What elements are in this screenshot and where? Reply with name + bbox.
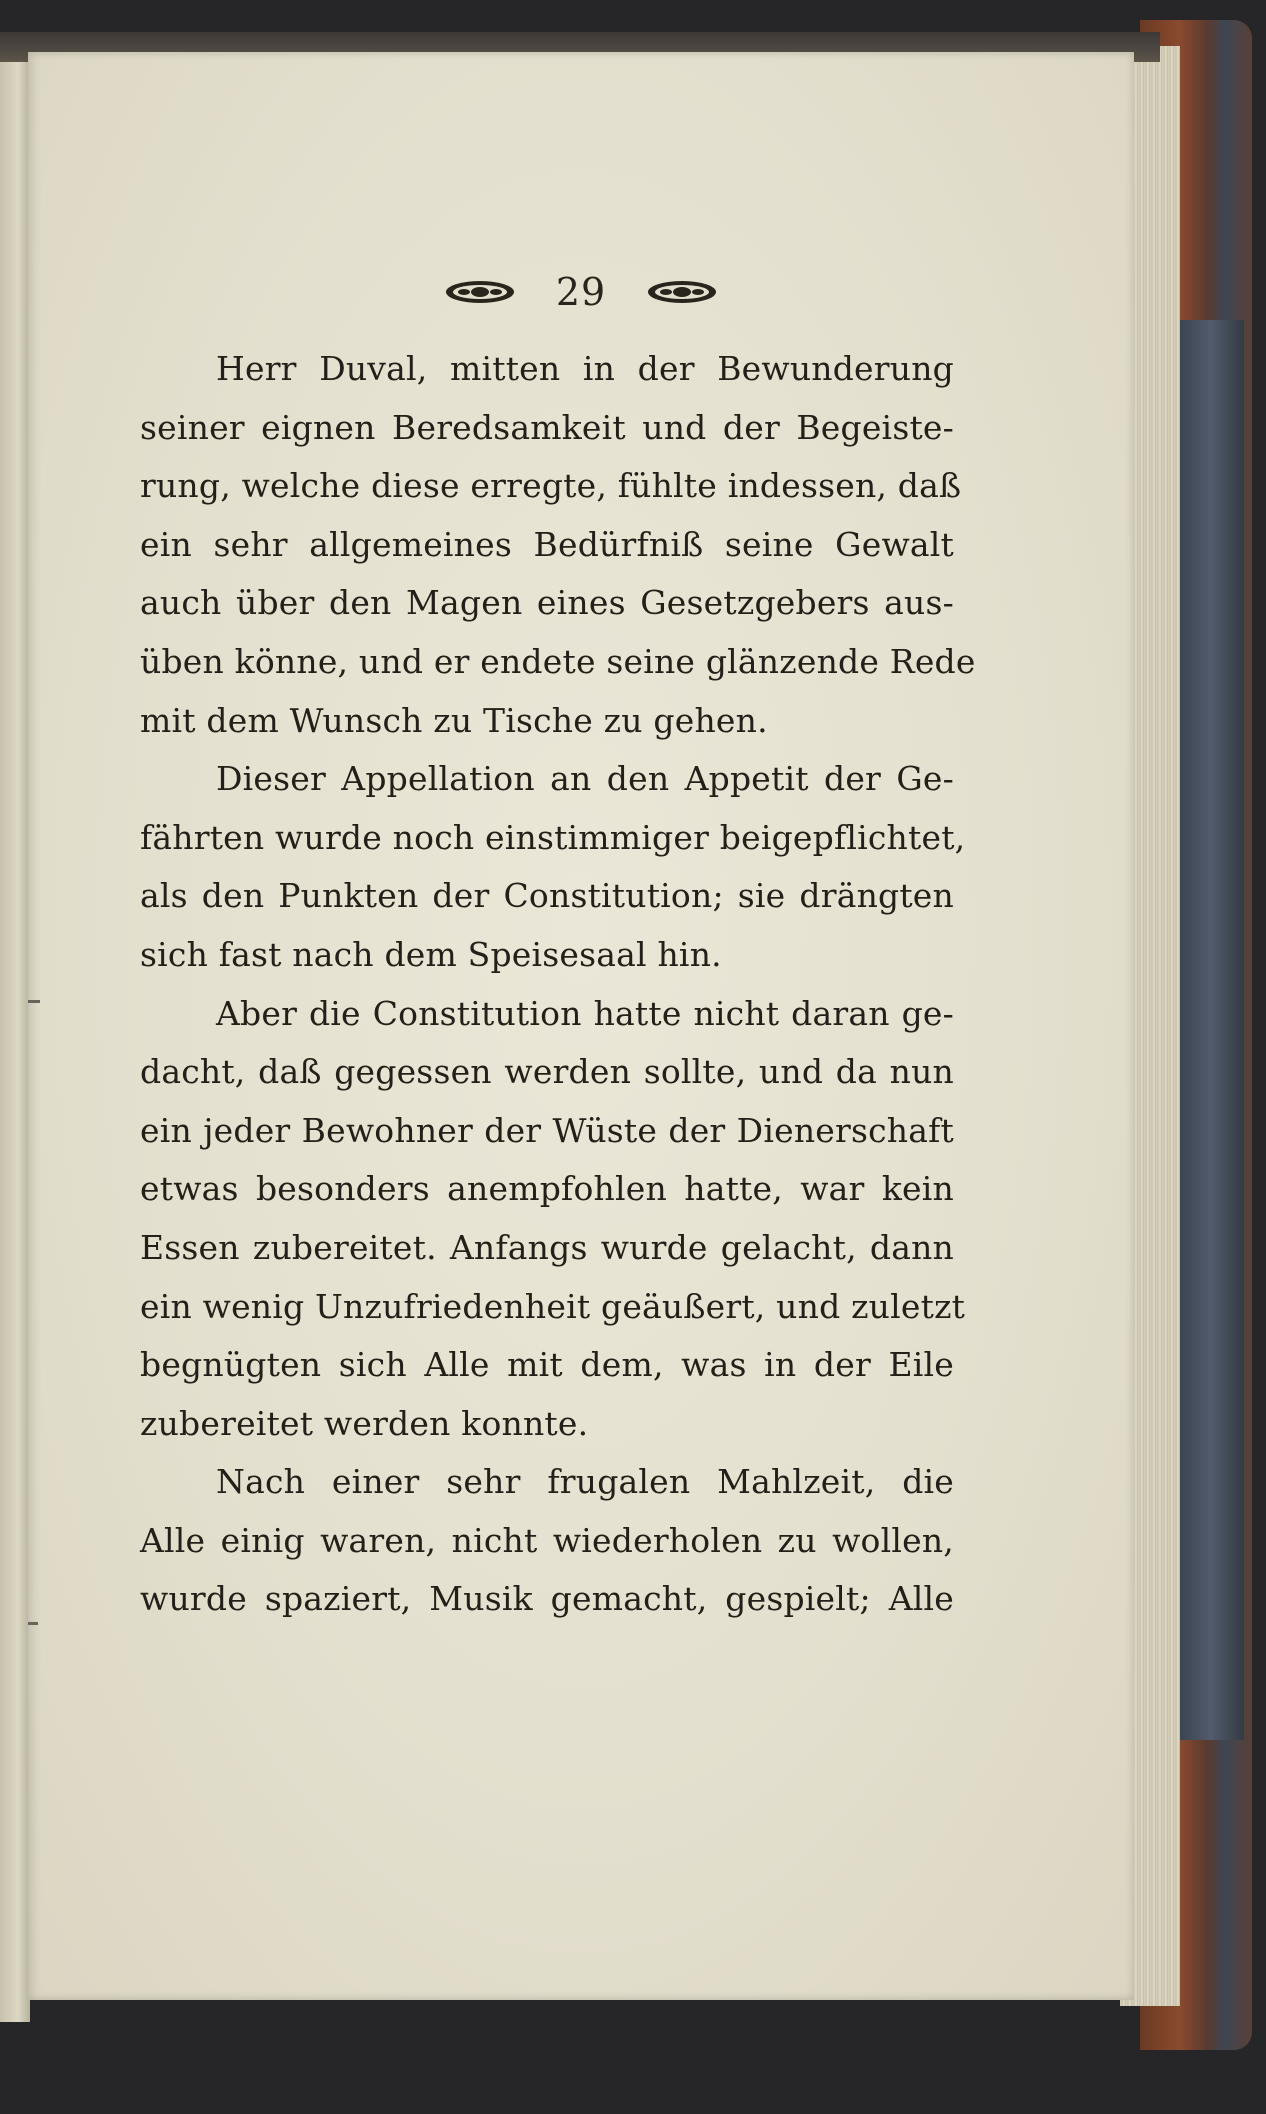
text-line: wurde spaziert, Musik gemacht, gespielt; Alle [140,1579,954,1619]
page-number: 29 [555,270,607,314]
margin-mark [28,1000,40,1003]
text-line: Essen zubereitet. Anfangs wurde gelacht, dann [140,1227,954,1267]
paragraph-2 [140,750,966,984]
text-line: zubereitet werden konnte. [140,1403,589,1443]
text-line: üben könne, und er endete seine glänzende Rede [140,641,976,681]
text-line: Nach einer sehr frugalen Mahlzeit, die [216,1462,954,1502]
margin-mark [28,1622,38,1625]
paragraph-1 [140,340,976,750]
page-header [28,262,1134,322]
paragraph-3 [140,985,966,1454]
text-line: sich fast nach dem Speisesaal hin. [140,934,722,974]
text-line: mit dem Wunsch zu Tische zu gehen. [140,700,768,740]
book-page [28,52,1134,2000]
text-line: etwas besonders anempfohlen hatte, war kein [140,1169,954,1209]
text-line: ein sehr allgemeines Bedürfniß seine Gewalt [140,524,954,564]
book-cover-board [1178,320,1244,1740]
text-line: ein jeder Bewohner der Wüste der Dienerschaft [140,1110,954,1150]
paragraph-4 [140,1453,954,1629]
text-line: begnügten sich Alle mit dem, was in der Eile [140,1345,954,1385]
text-line: Herr Duval, mitten in der Bewunderung [216,349,954,388]
text-line: fährten wurde noch einstimmiger beigepflichtet, [140,817,966,857]
text-line: Alle einig waren, nicht wiederholen zu wollen, [140,1520,954,1560]
text-line: Dieser Appellation an den Appetit der Ge- [216,759,954,799]
text-line: ein wenig Unzufriedenheit geäußert, und zuletzt [140,1286,966,1326]
text-line: rung, welche diese erregte, fühlte indessen, daß [140,466,962,506]
fleuron-ornament-icon [646,279,718,305]
text-line: dacht, daß gegessen werden sollte, und da nun [140,1052,954,1092]
text-line: als den Punkten der Constitution; sie drängten [140,876,954,916]
body-text [140,340,976,1629]
text-line: seiner eignen Beredsamkeit und der Begeiste- [140,407,954,447]
facing-page-edge [0,62,30,2022]
fleuron-ornament-icon [444,279,516,305]
text-line: auch über den Magen eines Gesetzgebers aus- [140,583,954,623]
text-line: Aber die Constitution hatte nicht daran ge- [216,993,954,1033]
